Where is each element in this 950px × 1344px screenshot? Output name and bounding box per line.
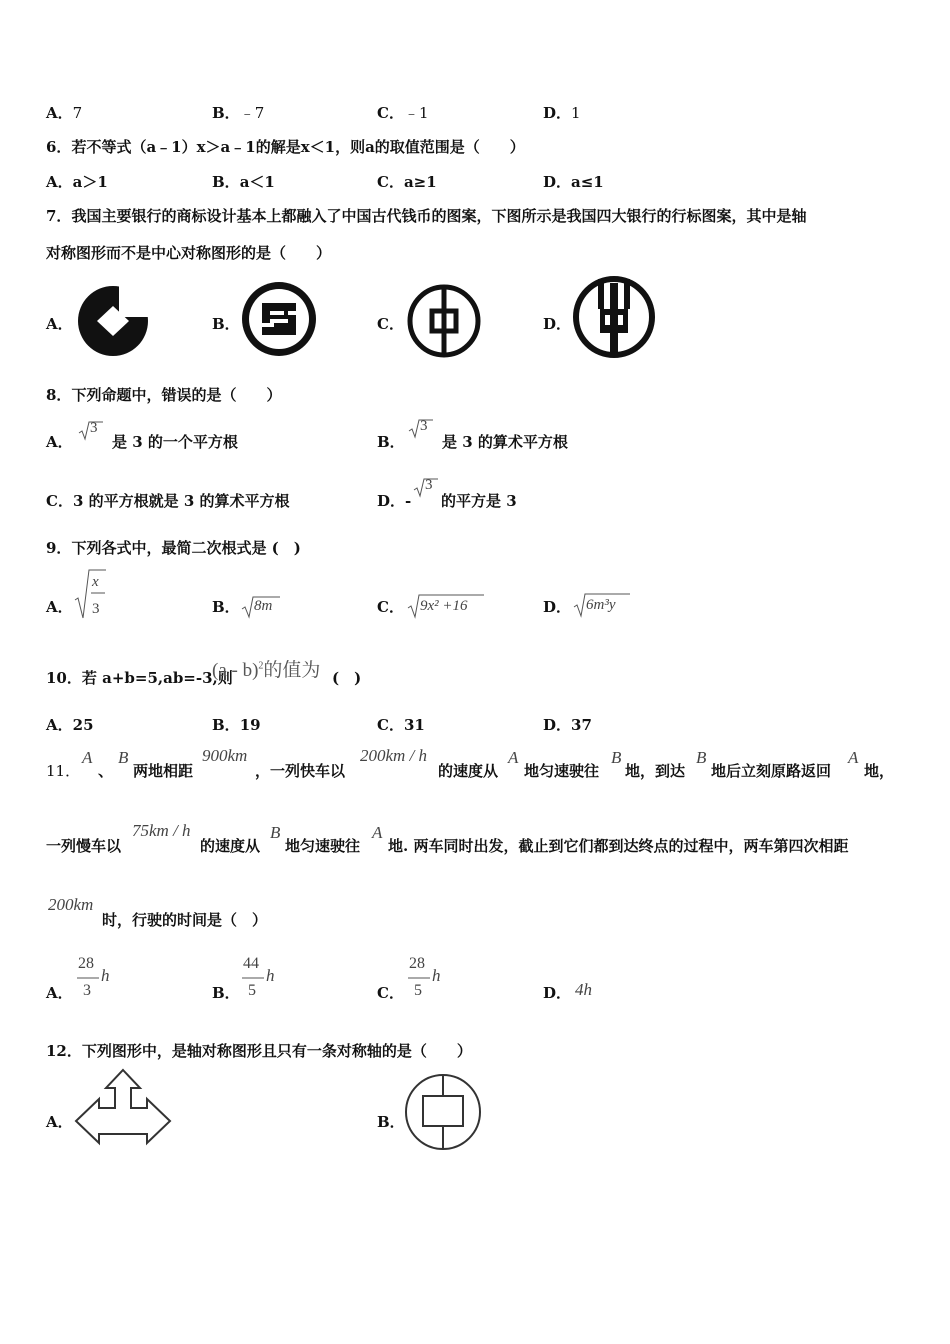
radicand: 3 <box>425 477 433 493</box>
circle-square-icon <box>403 1072 483 1152</box>
bank-logo-abc-icon <box>572 275 656 359</box>
question-number: 9． <box>46 539 72 557</box>
minus-sign: - <box>405 492 412 510</box>
q5-option-c <box>377 102 429 123</box>
option-letter: C． <box>377 173 404 191</box>
option-text: a＜1 <box>239 173 275 191</box>
option-text: 3 的平方根就是 3 的算术平方根 <box>72 492 290 510</box>
option-letter: B． <box>212 104 240 122</box>
option-text: 37 <box>571 716 592 734</box>
fraction-bar-icon <box>77 977 99 979</box>
fraction-denominator: 5 <box>414 982 422 999</box>
q11-number: 11． <box>46 762 81 780</box>
q10-option-a <box>46 714 94 735</box>
distance-200: 200km <box>48 895 94 914</box>
question-text: 下列图形中，是轴对称图形且只有一条对称轴的是（ ） <box>81 1042 472 1060</box>
q9-option-b-letter: B． <box>212 598 240 616</box>
point-a: A <box>372 823 383 842</box>
q7-stem-line1 <box>46 205 806 226</box>
q11-option-c-letter: C． <box>377 984 404 1002</box>
q7-option-a-letter: A． <box>46 315 73 333</box>
option-letter: B． <box>377 433 405 451</box>
point-b: B <box>696 748 707 767</box>
option-text: ﹣7 <box>239 104 265 122</box>
option-text: a≤1 <box>571 173 604 191</box>
point-b: B <box>118 748 129 767</box>
point-a: A <box>82 748 93 767</box>
q11-option-a-letter: A． <box>46 984 73 1002</box>
q10-expression <box>212 655 320 682</box>
q8-option-b <box>377 431 405 452</box>
question-text: 下列各式中，最简二次根式是 ( ) <box>71 539 301 557</box>
q11-text: 的速度从 <box>200 837 261 855</box>
option-text: 7 <box>72 104 83 122</box>
q12-option-b-letter: B． <box>377 1113 405 1131</box>
q9-option-c-letter: C． <box>377 598 404 616</box>
q11-text: 地，到达 <box>625 762 686 780</box>
option-letter: A． <box>46 104 73 122</box>
fraction-numerator: x <box>92 574 99 590</box>
fraction-bar-icon <box>242 977 264 979</box>
expression-base: (a - b) <box>212 660 259 681</box>
q5-option-b <box>212 102 264 123</box>
q6-stem <box>46 136 525 157</box>
q11-text: 地后立刻原路返回 <box>711 762 832 780</box>
radicand: 3 <box>90 420 98 436</box>
point-a: A <box>508 748 519 767</box>
option-text: 31 <box>403 716 425 734</box>
q11-option-b-letter: B． <box>212 984 240 1002</box>
radicand: 8m <box>254 598 273 614</box>
q5-option-d <box>543 102 581 123</box>
q6-option-c <box>377 171 437 192</box>
fraction-numerator: 28 <box>78 955 94 972</box>
option-text: 是 3 的一个平方根 <box>112 433 238 451</box>
option-text: 19 <box>239 716 261 734</box>
q11-option-d-letter: D． <box>543 984 572 1002</box>
q11-text: ，一列快车以 <box>255 762 346 780</box>
question-text: 若不等式（a﹣1）x＞a﹣1的解是x＜1，则a的取值范围是（ ） <box>71 138 525 156</box>
q7-option-c-letter: C． <box>377 315 404 333</box>
option-letter: C． <box>377 716 404 734</box>
fraction-numerator: 44 <box>243 955 259 972</box>
q10-bracket: ( ) <box>332 669 362 687</box>
q11-text: 时，行驶的时间是（ ） <box>102 911 268 929</box>
q8-option-d <box>377 490 411 511</box>
radicand: 3 <box>420 418 428 434</box>
option-text: 1 <box>571 104 581 122</box>
q10-option-c <box>377 714 425 735</box>
question-number: 12． <box>46 1042 82 1060</box>
question-number: 7． <box>46 207 72 225</box>
option-text: 是 3 的算术平方根 <box>442 433 568 451</box>
expression-exponent: 2 <box>258 660 264 672</box>
option-letter: C． <box>377 104 404 122</box>
q10-stem <box>46 667 233 688</box>
q7-option-b-letter: B． <box>212 315 240 333</box>
option-text: ﹣1 <box>403 104 429 122</box>
q9-option-a-letter: A． <box>46 598 73 616</box>
option-letter: C． <box>46 492 73 510</box>
q6-option-d <box>543 171 604 192</box>
q11-text: 地. 两车同时出发，截止到它们都到达终点的过程中，两车第四次相距 <box>388 837 849 855</box>
option-letter: A． <box>46 716 73 734</box>
q11-text: 、 <box>98 762 114 780</box>
q11-text: 两地相距 <box>133 762 194 780</box>
bank-logo-ccb-icon <box>76 284 150 358</box>
q10-option-b <box>212 714 261 735</box>
q6-option-b <box>212 171 275 192</box>
question-number: 8． <box>46 386 72 404</box>
question-text: 我国主要银行的商标设计基本上都融入了中国古代钱币的图案，下图所示是我国四大银行的行标图案，其中是轴 <box>71 207 807 225</box>
fraction-denominator: 3 <box>83 982 91 999</box>
option-text: 的平方是 3 <box>441 492 517 510</box>
point-b: B <box>611 748 622 767</box>
q11-text: 地， <box>864 762 895 780</box>
q11-text: 地匀速驶往 <box>285 837 361 855</box>
unit-hour: h <box>432 966 441 985</box>
point-a: A <box>848 748 859 767</box>
q11-text: 的速度从 <box>438 762 499 780</box>
q10-option-d <box>543 714 592 735</box>
q8-option-a <box>46 431 73 452</box>
option-letter: D． <box>543 173 572 191</box>
fraction-denominator: 5 <box>248 982 256 999</box>
slow-speed: 75km / h <box>132 821 191 840</box>
three-way-arrow-icon <box>74 1068 172 1148</box>
q7-option-d-letter: D． <box>543 315 572 333</box>
option-text: a≥1 <box>403 173 437 191</box>
distance-value: 900km <box>202 746 248 765</box>
q11-text: 一列慢车以 <box>46 837 122 855</box>
bank-logo-boc-icon <box>406 283 482 359</box>
radicand: 9x² +16 <box>420 598 468 614</box>
option-letter: B． <box>212 173 240 191</box>
option-letter: A． <box>46 173 73 191</box>
q11-text: 地匀速驶往 <box>524 762 600 780</box>
option-letter: A． <box>46 433 73 451</box>
option-letter: B． <box>212 716 240 734</box>
option-text: a＞1 <box>72 173 108 191</box>
q12-stem <box>46 1040 472 1061</box>
option-letter: D． <box>543 104 572 122</box>
option-text: 4h <box>575 980 592 999</box>
q7-stem-line2: 对称图形而不是中心对称图形的是（ ） <box>46 244 332 262</box>
unit-hour: h <box>266 966 275 985</box>
option-text: 25 <box>72 716 94 734</box>
q8-option-c <box>46 490 290 511</box>
radicand: 6m³y <box>586 597 616 613</box>
q9-option-d-letter: D． <box>543 598 572 616</box>
question-number: 6． <box>46 138 72 156</box>
fraction-numerator: 28 <box>409 955 425 972</box>
sqrt-fraction-icon <box>74 568 108 620</box>
fast-speed: 200km / h <box>360 746 428 765</box>
point-b: B <box>270 823 281 842</box>
option-letter: D． <box>543 716 572 734</box>
expression-tail: 的值为 <box>263 660 321 681</box>
question-number: 10． <box>46 669 82 687</box>
bank-logo-icbc-icon <box>240 280 318 358</box>
unit-hour: h <box>101 966 110 985</box>
q12-option-a-letter: A． <box>46 1113 73 1131</box>
q8-stem <box>46 384 281 405</box>
question-text: 下列命题中，错误的是（ ） <box>71 386 282 404</box>
fraction-denominator: 3 <box>92 601 100 617</box>
q9-stem <box>46 537 301 558</box>
fraction-bar-icon <box>408 977 430 979</box>
option-letter: D． <box>377 492 406 510</box>
q6-option-a <box>46 171 108 192</box>
q5-option-a <box>46 102 82 123</box>
question-text: 若 a+b=5,ab=-3,则 <box>81 669 233 687</box>
